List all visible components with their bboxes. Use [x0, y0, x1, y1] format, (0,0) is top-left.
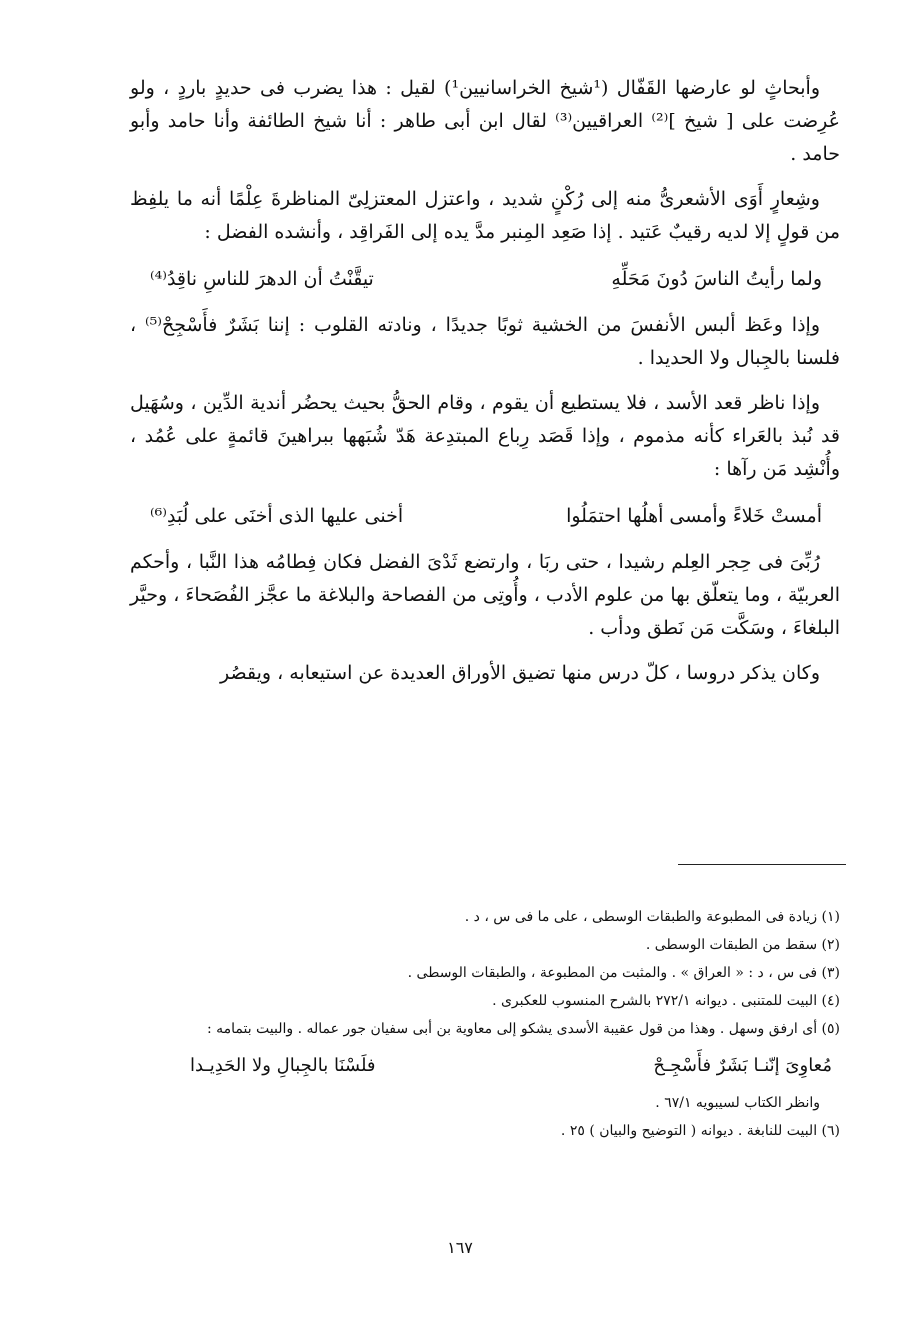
verse-1 — [130, 261, 840, 297]
verse-2-first-hemistich: أمستْ خَلاءً وأمسى أهلُها احتمَلُوا — [566, 505, 822, 527]
footnote-3: (٣) فى س ، د : « العراق » . والمثبت من المطبوعة ، والطبقات الوسطى . — [407, 965, 840, 981]
footnote-reference: وانظر الكتاب لسيبويه ٦٧/١ . — [655, 1095, 820, 1111]
footnote-6: (٦) البيت للنابغة . ديوانه ( التوضيح والبيان ) ٢٥ . — [560, 1123, 840, 1139]
verse-1-first-hemistich: ولما رأيتُ الناسَ دُونَ مَحَلِّهِ — [611, 268, 822, 290]
paragraph-5: رُبِّىَ فى حِجر العِلم رشيدا ، حتى ربَا ، وارتضع ثَدْىَ الفضل فكان فِطامُه هذا النَّبا ، وأحكم العربيّة ، وما يتعلّق بها من علوم الأدب ، وأُوتِى من الفصاحة والبلاغة ما عجَّز الفُصَحاءَ ، وحيَّر البلغاءَ ، وسَكَّت مَن نَطق ودأب . — [130, 551, 840, 639]
footnote-4: (٤) البيت للمتنبى . ديوانه ٢٧٢/١ بالشرح المنسوب للعكبرى . — [492, 993, 840, 1009]
main-text — [130, 72, 840, 702]
paragraph-2: وشِعارٍ أَوَى الأشعرىُّ منه إلى رُكْنٍ شديد ، واعتزل المعتزلِىّ المناظرةَ عِلْمًا أنه ما يلفِظ من قولٍ إلا لديه رقيبٌ عَتيد . إذا صَعِد المِنبر مدَّ يده إلى الفَراقِد ، وأنشده الفضل : — [130, 188, 840, 243]
footnotes — [130, 903, 840, 1145]
verse-2 — [130, 498, 840, 534]
page-number: ١٦٧ — [447, 1238, 473, 1257]
footnote-separator — [678, 864, 846, 865]
paragraph-1: وأبحاثٍ لو عارضها القَفّال (¹شيخ الخراسانيين¹) لقيل : هذا يضرب فى حديدٍ باردٍ ، ولو عُرِضت على [ شيخ ]⁽²⁾ العراقيين⁽³⁾ لقال ابن أبى طاهر : أنا شيخ الطائفة وأنا حامد وأبو حامد . — [130, 77, 840, 165]
verse-1-second-hemistich: تيقَّنْتُ أن الدهرَ للناسِ ناقِدُ⁽⁴⁾ — [150, 268, 374, 290]
footnote-1: (١) زيادة فى المطبوعة والطبقات الوسطى ، على ما فى س ، د . — [464, 909, 840, 925]
footnote-5: (٥) أى ارفق وسهل . وهذا من قول عقيبة الأسدى يشكو إلى معاوية بن أبى سفيان جور عماله . والبيت بتمامه : — [206, 1021, 840, 1037]
verse-2-second-hemistich: أخنى عليها الذى أخنَى على لُبَدِ⁽⁶⁾ — [150, 505, 404, 527]
footnote-2: (٢) سقط من الطبقات الوسطى . — [645, 937, 840, 953]
paragraph-6: وكان يذكر دروسا ، كلّ درس منها تضيق الأوراق العديدة عن استيعابه ، ويقصُر — [220, 662, 820, 684]
paragraph-4: وإذا ناظر قعد الأسد ، فلا يستطيع أن يقوم ، وقام الحقُّ بحيث يحضُر أندية الدِّين ، وسُهَيل قد نُبذ بالعَراء كأنه مذموم ، وإذا قَصَد رِباع المبتدِعة هَدّ شُبَهها ببراهينَ قائمةٍ على عُمُد ، وأُنْشِد مَن رآها : — [130, 392, 840, 480]
footnote-verse — [130, 1043, 840, 1089]
paragraph-3: وإذا وعَظ ألبس الأنفسَ من الخشية ثوبًا جديدًا ، ونادته القلوب : إننا بَشَرٌ فأَسْجِحْ⁽⁵⁾ ، فلسنا بالجِبال ولا الحديدا . — [130, 314, 840, 369]
footnote-verse-second: فلَسْنَا بالجِبالِ ولا الحَدِيـدا — [190, 1055, 376, 1076]
footnote-verse-first: مُعاوِىَ إنّنـا بَشَرٌ فأَسْجِـحْ — [653, 1055, 832, 1076]
